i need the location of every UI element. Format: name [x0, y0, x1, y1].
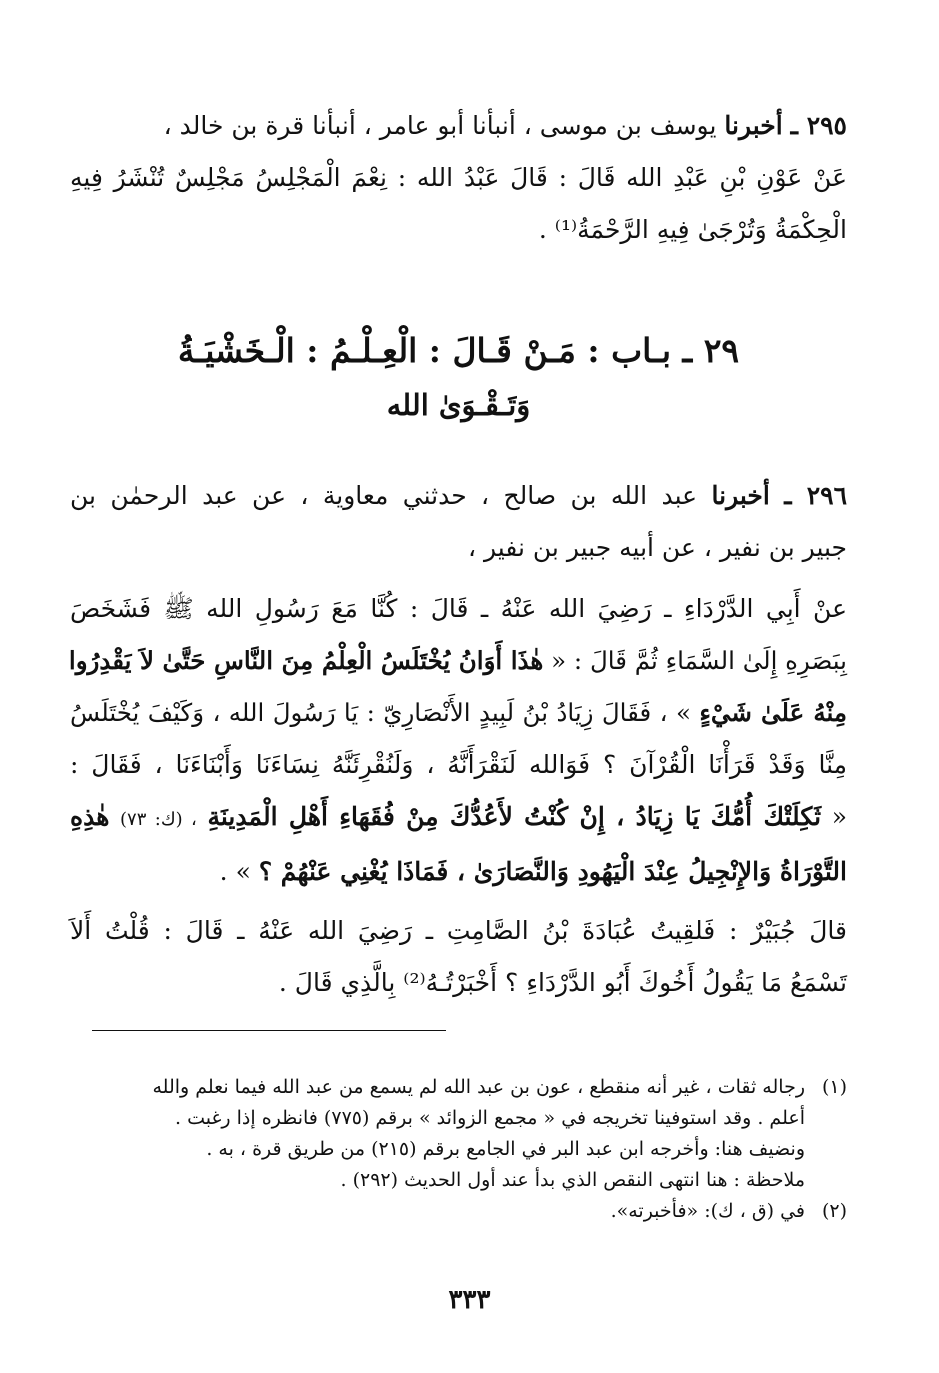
chapter-subtitle: وَتَـقْـوَىٰ الله — [386, 388, 531, 422]
matn-line: تَسْمَعُ مَا يَقُولُ أَخُوكَ أَبُو الدَّرْدَاءِ ؟ أَخْبَرْتُـهُ⁽²⁾ بِالَّذِي قَالَ . — [278, 968, 847, 997]
chapter-heading — [70, 323, 847, 431]
hadith-295-isnad: ٢٩٥ ـ أخبرنا يوسف بن موسى ، أنبأنا أبو عامر ، أنبأنا قرة بن خالد ، — [163, 111, 847, 140]
hadith-295-matn-line: عَنْ عَوْنِ بْنِ عَبْدِ الله قَالَ : قَالَ عَبْدُ الله : نِعْمَ الْمَجْلِسُ مَجْلِسٌ تُنْشَرُ فِيهِ — [70, 163, 847, 192]
matn-line: بِبَصَرِهِ إِلَىٰ السَّمَاءِ ثُمَّ قَالَ : « هٰذَا أَوَانُ يُخْتَلَسُ الْعِلْمُ مِنَ النَّاسِ حَتَّىٰ لاَ يَقْدِرُوا — [68, 646, 847, 675]
footnote-1: (١)رجاله ثقات ، غير أنه منقطع ، عون بن عبد الله لم يسمع من عبد الله فيما نعلم والله — [152, 1076, 847, 1098]
hadith-295-matn-line: الْحِكْمَةُ وَتُرْجَىٰ فِيهِ الرَّحْمَةُ⁽¹⁾ . — [538, 215, 847, 244]
footnotes: (١)رجاله ثقات ، غير أنه منقطع ، عون بن عبد الله لم يسمع من عبد الله فيما نعلم والله أعلم . وقد استوفينا تخريجه في « مجمع الزوائد » برقم (٧٧٥) فانظره إذا رغبت . ونضيف هنا: وأخرجه ابن عبد البر في الجامع برقم (٢١٥) من طريق قرة ، به . ملاحظة : هنا انتهى النقص الذي بدأ عند أول الحديث (٢٩٢) . (٢)في (ق ، ك): «فأخبرته». — [70, 1072, 847, 1227]
page-number: ٣٣٣ — [448, 1285, 491, 1315]
hadith-296-continuation — [70, 905, 847, 1009]
matn-line: عنْ أَبِي الدَّرْدَاءِ ـ رَضِيَ الله عَنْهُ ـ قَالَ : كُنَّا مَعَ رَسُولِ الله ﷺ فَشَخَصَ — [70, 594, 847, 623]
hadith-296-matn — [70, 583, 847, 898]
matn-line: مِنْهُ عَلَىٰ شَيْءٍ » ، فَقَالَ زِيَادُ بْنُ لَبِيدٍ الأَنْصَارِيّ : يَا رَسُولَ الله ، وَكَيْفَ يُخْتَلَسُ — [70, 698, 847, 727]
matn-line: قالَ جُبَيْرٌ : فَلقِيتُ عُبَادَةَ بْنُ الصَّامِتِ ـ رَضِيَ الله عَنْهُ ـ قَالَ : قُلْتُ أَلاَ — [70, 916, 847, 945]
footnote-2: (٢)في (ق ، ك): «فأخبرته». — [610, 1200, 847, 1222]
hadith-296-isnad-line: جبير بن نفير ، عن أبيه جبير بن نفير ، — [468, 533, 847, 562]
footnote-divider — [92, 1030, 446, 1031]
hadith-295 — [70, 100, 847, 256]
hadith-296-isnad — [70, 470, 847, 574]
matn-line: مِنَّا وَقَدْ قَرَأْنَا الْقُرْآنَ ؟ فَوَالله لَنَقْرَأَنَّهُ ، وَلَنُقْرِئَنَّهُ نِسَاءَنَا وَأَبْنَاءَنَا ، فَقَالَ : — [70, 750, 847, 779]
matn-line: التَّوْرَاةُ وَالإِنْجِيلُ عِنْدَ الْيَهُودِ وَالنَّصَارَىٰ ، فَمَاذَا يُغْنِي عَنْهُمْ ؟ » . — [219, 857, 847, 886]
matn-line: « ثَكِلَتْكَ أُمُّكَ يَا زِيَادُ ، إِنْ كُنْتُ لأَعُدُّكَ مِنْ فُقَهَاءِ أَهْلِ الْمَدِينَةِ ، (ك: ٧٣) هٰذِهِ — [70, 802, 848, 831]
hadith-296-isnad-line: ٢٩٦ ـ أخبرنا عبد الله بن صالح ، حدثني معاوية ، عن عبد الرحمٰن بن — [70, 481, 848, 510]
chapter-title: ٢٩ ـ بـاب : مَـنْ قَـالَ : الْعِـلْـمُ : الْـخَشْيَـةُ — [177, 331, 740, 370]
